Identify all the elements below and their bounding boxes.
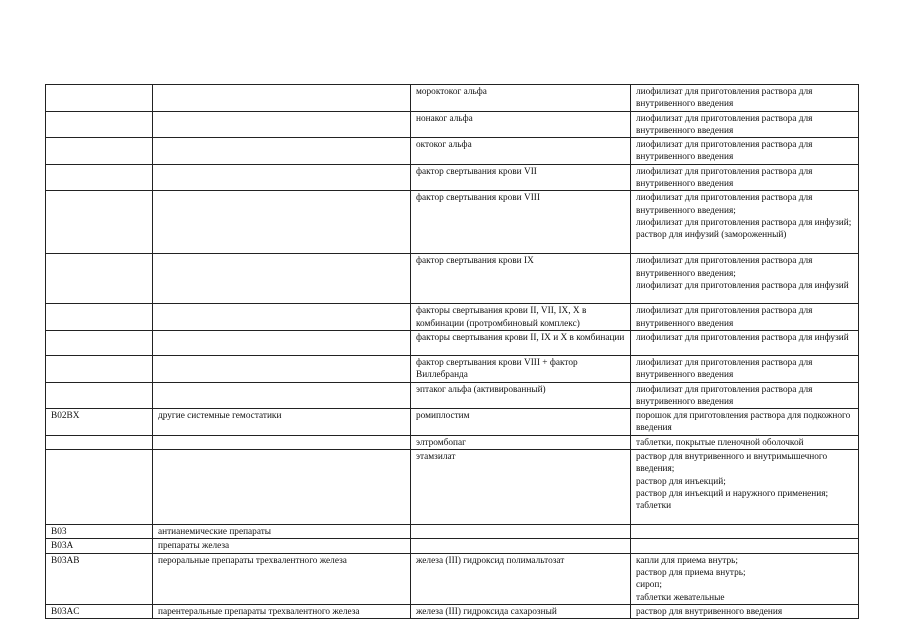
medicines-table — [45, 84, 859, 619]
group-name-cell — [153, 85, 411, 112]
dosage-form-cell: лиофилизат для приготовления раствора для внутривенного введения — [631, 138, 859, 165]
atc-code-cell — [46, 435, 153, 449]
dosage-form-cell: лиофилизат для приготовления раствора для внутривенного введения — [631, 382, 859, 409]
drug-name-cell: факторы свертывания крови II, IX и X в комбинации — [411, 330, 631, 355]
atc-code-cell: B02BX — [46, 409, 153, 436]
group-name-cell: антианемические препараты — [153, 525, 411, 539]
dosage-form-cell — [631, 525, 859, 539]
dosage-form-cell: лиофилизат для приготовления раствора для внутривенного введения; лиофилизат для приготовления раствора для инфузий — [631, 254, 859, 304]
atc-code-cell — [46, 164, 153, 191]
group-name-cell — [153, 164, 411, 191]
group-name-cell — [153, 355, 411, 382]
drug-name-cell: нонаког альфа — [411, 111, 631, 138]
atc-code-cell — [46, 450, 153, 525]
group-name-cell — [153, 450, 411, 525]
table-row — [46, 304, 859, 331]
group-name-cell: парентеральные препараты трехвалентного железа — [153, 604, 411, 618]
atc-code-cell — [46, 330, 153, 355]
drug-name-cell: мороктоког альфа — [411, 85, 631, 112]
dosage-form-cell: лиофилизат для приготовления раствора для внутривенного введения — [631, 304, 859, 331]
group-name-cell: пероральные препараты трехвалентного железа — [153, 553, 411, 604]
dosage-form-cell: таблетки, покрытые пленочной оболочкой — [631, 435, 859, 449]
atc-code-cell: B03AB — [46, 553, 153, 604]
drug-name-cell: фактор свертывания крови VIII — [411, 191, 631, 254]
group-name-cell — [153, 111, 411, 138]
drug-name-cell: элтромбопаг — [411, 435, 631, 449]
dosage-form-cell: лиофилизат для приготовления раствора для внутривенного введения — [631, 164, 859, 191]
dosage-form-cell: лиофилизат для приготовления раствора для внутривенного введения — [631, 111, 859, 138]
table-row — [46, 85, 859, 112]
dosage-form-cell: лиофилизат для приготовления раствора для инфузий — [631, 330, 859, 355]
dosage-form-cell: порошок для приготовления раствора для подкожного введения — [631, 409, 859, 436]
table-row — [46, 164, 859, 191]
dosage-form-cell: раствор для внутривенного введения — [631, 604, 859, 618]
table-row — [46, 553, 859, 604]
dosage-form-cell: раствор для внутривенного и внутримышечного введения; раствор для инъекций; раствор для инъекций и наружного применения; таблетки — [631, 450, 859, 525]
atc-code-cell — [46, 85, 153, 112]
dosage-form-cell — [631, 539, 859, 553]
atc-code-cell — [46, 138, 153, 165]
group-name-cell — [153, 254, 411, 304]
group-name-cell — [153, 330, 411, 355]
group-name-cell — [153, 138, 411, 165]
table-row — [46, 539, 859, 553]
drug-name-cell: октоког альфа — [411, 138, 631, 165]
table-row — [46, 138, 859, 165]
table-row — [46, 355, 859, 382]
drug-name-cell: железа (III) гидроксид полимальтозат — [411, 553, 631, 604]
table-row — [46, 435, 859, 449]
drug-name-cell: фактор свертывания крови VIII + фактор Виллебранда — [411, 355, 631, 382]
table-row — [46, 191, 859, 254]
dosage-form-cell: лиофилизат для приготовления раствора для внутривенного введения — [631, 355, 859, 382]
drug-name-cell: железа (III) гидроксида сахарозный — [411, 604, 631, 618]
table-row — [46, 604, 859, 618]
table-row — [46, 450, 859, 525]
dosage-form-cell: лиофилизат для приготовления раствора для внутривенного введения — [631, 85, 859, 112]
dosage-form-cell: капли для приема внутрь; раствор для приема внутрь; сироп; таблетки жевательные — [631, 553, 859, 604]
group-name-cell — [153, 382, 411, 409]
drug-name-cell — [411, 539, 631, 553]
group-name-cell: другие системные гемостатики — [153, 409, 411, 436]
drug-name-cell: ромиплостим — [411, 409, 631, 436]
drug-name-cell: фактор свертывания крови IX — [411, 254, 631, 304]
atc-code-cell — [46, 382, 153, 409]
drug-name-cell: этамзилат — [411, 450, 631, 525]
medicines-table-body — [46, 85, 859, 619]
dosage-form-cell: лиофилизат для приготовления раствора для внутривенного введения; лиофилизат для приготовления раствора для инфузий; раствор для инфузий (замороженный) — [631, 191, 859, 254]
table-row — [46, 111, 859, 138]
table-row — [46, 254, 859, 304]
atc-code-cell — [46, 254, 153, 304]
atc-code-cell — [46, 111, 153, 138]
atc-code-cell — [46, 355, 153, 382]
atc-code-cell: B03A — [46, 539, 153, 553]
atc-code-cell: B03AC — [46, 604, 153, 618]
table-row — [46, 525, 859, 539]
group-name-cell — [153, 191, 411, 254]
atc-code-cell — [46, 304, 153, 331]
group-name-cell — [153, 304, 411, 331]
drug-name-cell: эптаког альфа (активированный) — [411, 382, 631, 409]
drug-name-cell: факторы свертывания крови II, VII, IX, X в комбинации (протромбиновый комплекс) — [411, 304, 631, 331]
table-row — [46, 330, 859, 355]
atc-code-cell — [46, 191, 153, 254]
table-row — [46, 382, 859, 409]
drug-name-cell: фактор свертывания крови VII — [411, 164, 631, 191]
drug-name-cell — [411, 525, 631, 539]
atc-code-cell: B03 — [46, 525, 153, 539]
table-row — [46, 409, 859, 436]
group-name-cell: препараты железа — [153, 539, 411, 553]
group-name-cell — [153, 435, 411, 449]
